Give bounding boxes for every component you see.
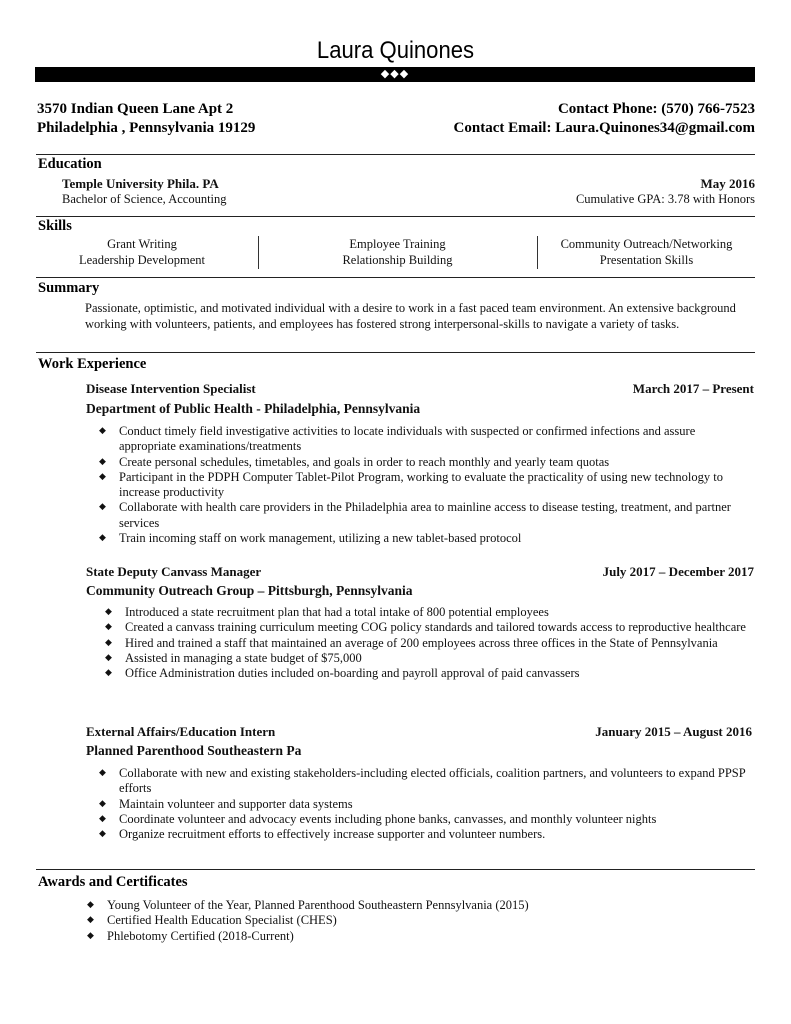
job-bullet: ◆ Conduct timely field investigative activities to locate individuals with suspected or confirmed infections and assure appropriate examinations/treatments <box>99 424 696 454</box>
job-bullet: ◆ Create personal schedules, timetables, and goals in order to reach monthly and yearly team quotas <box>99 454 610 469</box>
work-heading: Work Experience <box>38 356 147 372</box>
job-bullets <box>99 766 755 842</box>
education-heading: Education <box>38 156 102 172</box>
job-bullet: ◆ Introduced a state recruitment plan that had a total intake of 800 potential employees <box>105 605 549 619</box>
header-bar <box>35 67 755 82</box>
section-divider <box>36 352 755 353</box>
skills-divider <box>537 236 538 269</box>
skill-item: Grant Writing <box>107 237 177 251</box>
skill-item: Leadership Development <box>79 252 205 267</box>
education-row-2 <box>62 192 755 207</box>
section-divider <box>36 277 755 278</box>
job-bullet: ◆ Office Administration duties included on-boarding and payroll approval of paid canvassers <box>105 666 580 681</box>
diamond-bullet-icon: ◆ <box>105 607 112 617</box>
job-dates: March 2017 – Present <box>632 381 754 396</box>
award-item: ◆ Young Volunteer of the Year, Planned Parenthood Southeastern Pennsylvania (2015) <box>87 898 529 912</box>
job-bullet: ◆ Assisted in managing a state budget of $75,000 <box>105 650 362 665</box>
job-title: External Affairs/Education Intern <box>86 724 276 739</box>
diamond-bullet-icon: ◆ <box>99 768 106 778</box>
award-item: ◆ Certified Health Education Specialist (CHES) <box>87 913 337 928</box>
diamond-bullet-icon: ◆ <box>105 668 112 679</box>
awards-heading: Awards and Certificates <box>38 874 188 890</box>
skills-column-2 <box>290 237 505 268</box>
job-bullet: ◆ Participant in the PDPH Computer Tablet-Pilot Program, working to evaluate the practicality of using new technology to increase productivity <box>99 469 723 500</box>
contact-phone: Contact Phone: (570) 766-7523 <box>557 101 755 117</box>
summary-text: Passionate, optimistic, and motivated individual with a desire to work in a fast paced team environment. An extensive background working with volunteers, patients, and employees has fostered strong interpersonal-skills to navigate a variety of tasks. <box>85 301 736 331</box>
education-school: Temple University Phila. PA <box>62 176 219 191</box>
diamond-bullet-icon: ◆ <box>99 813 106 824</box>
diamond-bullet-icon: ◆ <box>105 652 112 663</box>
job-org: Planned Parenthood Southeastern Pa <box>86 743 302 758</box>
contact-email: Contact Email: Laura.Quinones34@gmail.com <box>453 120 755 136</box>
diamond-bullet-icon: ◆ <box>87 930 94 941</box>
job-header <box>86 381 754 397</box>
job-bullet: ◆ Train incoming staff on work management, utilizing a new tablet-based protocol <box>99 531 522 546</box>
education-row-1 <box>62 176 755 192</box>
job-title: Disease Intervention Specialist <box>86 381 256 396</box>
diamond-bullet-icon: ◆ <box>99 471 106 482</box>
skills-column-1 <box>42 237 242 268</box>
job-bullet: ◆ Collaborate with health care providers in the Philadelphia area to mainline access to disease testing, treatment, and partner services <box>99 500 731 530</box>
skill-item: Employee Training <box>349 237 446 251</box>
job-header <box>86 564 754 580</box>
diamond-bullet-icon: ◆ <box>99 502 106 513</box>
diamond-bullet-icon: ◆ <box>87 915 94 926</box>
diamond-bullet-icon: ◆ <box>105 637 112 648</box>
resume-name: Laura Quinones <box>316 37 475 64</box>
diamond-bullet-icon: ◆ <box>99 426 106 436</box>
job-bullet: ◆ Organize recruitment efforts to effectively increase supporter and volunteer numbers. <box>99 827 546 842</box>
diamond-ornament-icon: ◆◆◆ <box>380 67 410 80</box>
job-title: State Deputy Canvass Manager <box>86 564 262 579</box>
diamond-bullet-icon: ◆ <box>99 533 106 544</box>
job-dates: July 2017 – December 2017 <box>602 564 754 579</box>
section-divider <box>36 869 755 870</box>
skills-column-3 <box>544 237 749 268</box>
job-dates: January 2015 – August 2016 <box>595 724 752 739</box>
job-bullets <box>99 424 755 546</box>
diamond-bullet-icon: ◆ <box>99 456 106 467</box>
job-org: Department of Public Health - Philadelphia, Pennsylvania <box>86 401 421 416</box>
skill-item: Presentation Skills <box>599 252 694 267</box>
awards-list <box>87 898 747 944</box>
job-header <box>86 724 752 740</box>
skills-heading: Skills <box>38 218 72 234</box>
education-degree: Bachelor of Science, Accounting <box>62 192 227 206</box>
diamond-bullet-icon: ◆ <box>99 829 106 840</box>
skill-item: Community Outreach/Networking <box>560 237 733 251</box>
job-bullet: ◆ Maintain volunteer and supporter data systems <box>99 796 353 811</box>
contact-block <box>454 100 755 138</box>
skill-item: Relationship Building <box>342 252 453 267</box>
education-date: May 2016 <box>700 176 755 191</box>
summary-heading: Summary <box>38 280 100 296</box>
section-divider <box>36 154 755 155</box>
diamond-bullet-icon: ◆ <box>99 798 106 809</box>
award-item: ◆ Phlebotomy Certified (2018-Current) <box>87 928 294 943</box>
job-bullet: ◆ Created a canvass training curriculum meeting COG policy standards and tailored towards access to reproductive healthcare <box>105 620 746 635</box>
job-bullet: ◆ Coordinate volunteer and advocacy events including phone banks, canvasses, and monthly volunteer nights <box>99 811 657 826</box>
education-gpa: Cumulative GPA: 3.78 with Honors <box>575 192 755 206</box>
address-line-2: Philadelphia , Pennsylvania 19129 <box>37 120 256 136</box>
job-bullets <box>105 605 755 681</box>
job-org: Community Outreach Group – Pittsburgh, Pennsylvania <box>86 583 413 598</box>
job-bullet: ◆ Collaborate with new and existing stakeholders-including elected officials, coalition partners, and volunteers to expand PPSP efforts <box>99 766 746 796</box>
section-divider <box>36 216 755 217</box>
diamond-bullet-icon: ◆ <box>105 622 112 633</box>
job-bullet: ◆ Hired and trained a staff that maintained an average of 200 employees across three offices in the State of Pennsylvania <box>105 635 718 650</box>
address-block <box>37 100 255 138</box>
diamond-bullet-icon: ◆ <box>87 900 94 910</box>
skills-divider <box>258 236 259 269</box>
address-line-1: 3570 Indian Queen Lane Apt 2 <box>37 101 234 117</box>
